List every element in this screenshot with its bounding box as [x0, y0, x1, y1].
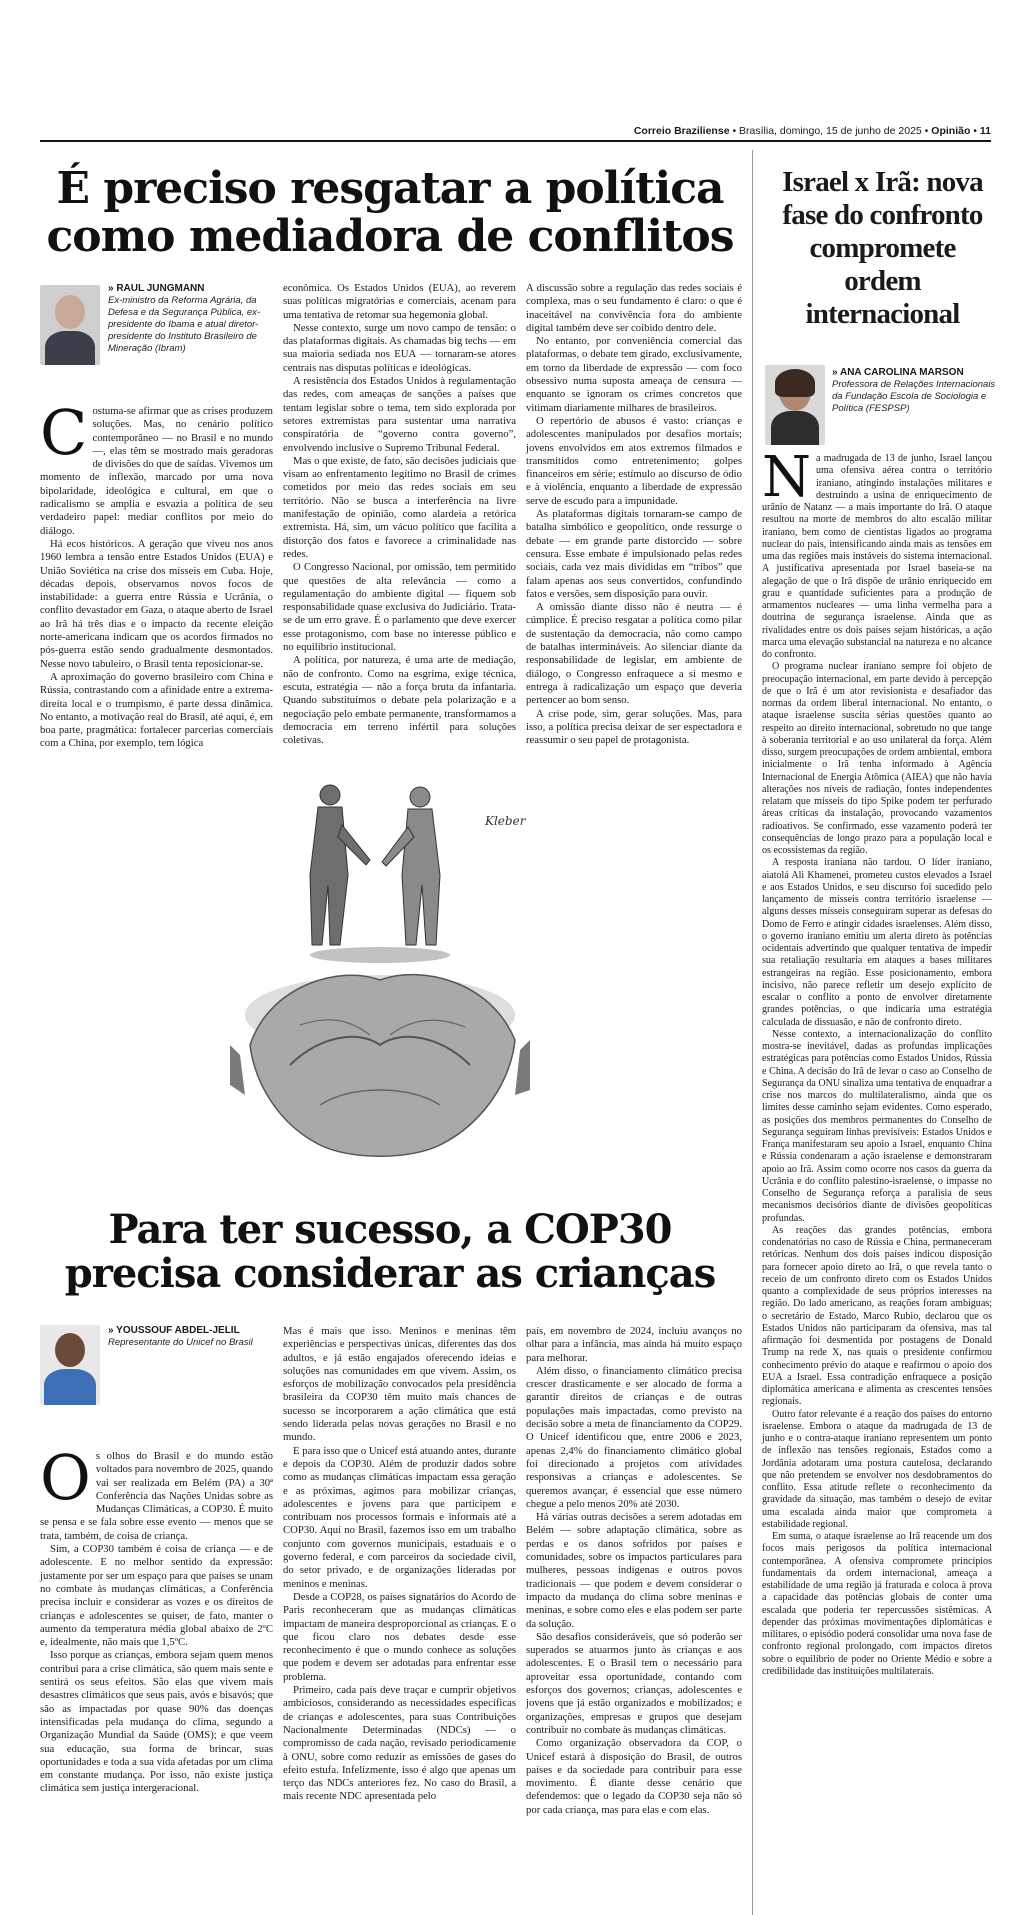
paragraph: país, em novembro de 2024, incluiu avanços no olhar para a infância, mas ainda há muito espaço para melhorar. — [526, 1325, 742, 1364]
article2-headline: Para ter sucesso, a COP30 precisa considerar as crianças — [64, 1206, 716, 1297]
paragraph: As plataformas digitais tornaram-se campo de batalha simbólico e geopolítico, onde ressurge o debate — em grande parte distorcido — sobre censura. Esse embate é impulsionado pelas redes sociais, cada vez mais divididas em “tribos” que falam apenas aos seus convertidos, confundindo fatos e versões, sem disposição para ouvir. — [526, 508, 742, 600]
paragraph: Mas é mais que isso. Meninos e meninas têm experiências e perspectivas únicas, diferentes das dos adultos, e já estão engajados oferecendo ideias e soluções nas comunidades em que vivem. Assim, os esforços de mobilização convocados pela presidência brasileira da COP30 têm muito mais chances de sucesso se incorporarem a ação climática que está sendo liderada pelas novas gerações no Brasil e no mundo. — [283, 1325, 516, 1444]
paragraph: Nesse contexto, surge um novo campo de tensão: o das plataformas digitais. As chamadas big techs — em sua maioria sediada nos EUA — tornaram-se atores centrais nas disputas políticas e ideológicas. — [283, 321, 516, 374]
author-name: » RAUL JUNGMANN — [108, 283, 205, 294]
article2-byline — [108, 1325, 278, 1349]
column-divider — [752, 150, 753, 1915]
article1-column-1 — [40, 396, 273, 751]
paragraph: Sim, a COP30 também é coisa de criança — e de adolescente. E no melhor sentido da expressão: justamente por ser um espaço para que países se unam no combate às mudanças climáticas, a Conferência precisa incluir e considerar as vozes e os direitos de crianças e adolescentes se quiser, de fato, manter o aumento da temperatura média global abaixo de 2ºC e, idealmente, não mais que 1,5ºC. — [40, 1543, 273, 1649]
paragraph: A aproximação do governo brasileiro com China e Rússia, contrastando com a afinidade entre a extrema-direita local e o trumpismo, é parte dessa dinâmica. No entanto, a motivação real do Brasil, até aqui, é, em boa parte, pragmática: fortalecer parcerias comerciais com a China, por exemplo, tem lógica — [40, 670, 273, 750]
paragraph: A resposta iraniana não tardou. O líder iraniano, aiatolá Ali Khamenei, prometeu custos elevados a Israel e aos Estados Unidos, e seu discurso foi sucedido pelo lançamento de mísseis contra território israelense — alguns desses mísseis conseguiram superar as defesas do Domo de Ferro e atingir cidades israelenses. Além disso, o governo iraniano emitiu um alerta direto às potências ocidentais advertindo que qualquer tentativa de impedir sua retaliação resultaria em ataques a bases militares estrangeiras na região. Esse posicionamento, embora incisivo, não parece refletir um desejo explícito de escalar o conflito a ponto de envolver diretamente grandes potências, o que indicaria uma estratégia calculada de dissuasão, e não de confronto direto. — [762, 857, 992, 1028]
header-separator: • — [970, 125, 980, 137]
paragraph: A discussão sobre a regulação das redes sociais é complexa, mas o seu fundamento é claro: o que é inaceitável na convivência fora do ambiente digital também deve ser coibido dentro dele. — [526, 282, 742, 334]
paragraph: O programa nuclear iraniano sempre foi objeto de preocupação internacional, em parte devido à percepção de que o Irã é um ator revisionista e desafiador das normas da ordem liberal internacional. No entanto, o ataque israelense suscita sérias questões quanto ao respeito ao direito internacional, sobretudo no que tange à soberania territorial e ao uso unilateral da força. Além disso, surgem preocupações de ordem ambiental, embora inicialmente o Irã tenha informado à Agência Internacional de Energia Atômica (AIEA) que não havia alterações nos níveis de radiação, fontes independentes relatam que mísseis do tipo Spike podem ter perfurado áreas críticas da instalação, provocando vazamentos radioativos. Se confirmado, esse vazamento poderá ter consequências de longo prazo para a população local e os ecossistemas da região. — [762, 661, 992, 856]
article1-headline: É preciso resgatar a política como mediadora de conflitos — [46, 163, 734, 262]
handshake-illustration — [230, 765, 530, 1195]
header-separator: • — [921, 125, 932, 137]
paragraph: A resistência dos Estados Unidos à regulamentação das redes, com ameaças de sanções a países que tentam legislar sobre o tema, tem sido explorada por setores extremistas para sustentar uma narrativa conspiratória de “governo contra governo”, envolvendo inclusive o Supremo Tribunal Federal. — [283, 375, 516, 454]
paragraph: Como organização observadora da COP, o Unicef estará à disposição do Brasil, de outros países e da sociedade para contribuir para esse movimento. É diante desse cenário que defendemos: que o legado da COP30 seja não só por cada criança, mas para elas e com elas. — [526, 1737, 742, 1816]
paragraph: São desafios consideráveis, que só poderão ser superados se atuarmos junto às crianças e aos adolescentes. E o Brasil tem o necessário para aproveitar essa oportunidade, contando com esforços dos governos; crianças, adolescentes e jovens que já estão organizados e mobilizados; e organizações, empresas e grupos que desejam contribuir no combate às mudanças climáticas. — [526, 1630, 742, 1736]
illustrator-signature: Kleber — [485, 814, 526, 828]
dropcap: N — [762, 445, 811, 510]
author-role: Ex-ministro da Reforma Agrária, da Defesa e da Segurança Pública, ex-presidente do Ibama e atual diretor-presidente do Instituto Brasileiro de Mineração (Ibram) — [108, 295, 261, 354]
article1-column-2 — [283, 282, 516, 747]
author-photo-youssouf — [40, 1325, 100, 1405]
header-rule — [40, 140, 991, 142]
dropcap: O — [40, 1441, 91, 1514]
paragraph: A política, por natureza, é uma arte de mediação, não de confronto. Como na esgrima, exige técnica, escuta, estratégia — não a força bruta da infantaria. Quando substituímos o debate pela polarização e a negociação pelo embate permanente, transformamos a democracia em terreno infértil para soluções coletivas. — [283, 654, 516, 747]
paragraph: Isso porque as crianças, embora sejam quem menos contribui para a crise climática, são quem mais sente e sentirá os seus efeitos. São elas que vivem mais desastres climáticos que seus pais, avós e bisavós; que são as impactadas por quase 90% das doenças intensificadas pela mudança do clima, segundo a Organização Mundial da Saúde (OMS); e que veem sua educação, sua forma de brincar, suas oportunidades e toda a sua vida afetadas por um clima em constante mudança. Por isso, não existe justiça climática sem justiça intergeracional. — [40, 1649, 273, 1795]
paragraph: E para isso que o Unicef está atuando antes, durante e depois da COP30. Além de produzir dados sobre como as mudanças climáticas impactam essa geração e as próximas, agimos para mobilizar crianças, adolescentes e jovens para que participem e contribuam nos processos formais e informais até a COP30. Aqui no Brasil, fazemos isso em um trabalho conjunto com governos municipais, estaduais e o governo federal, e com parceiros da sociedade civil, do setor privado, e de organizações lideradas por meninos e meninas. — [283, 1444, 516, 1590]
author-name: » YOUSSOUF ABDEL-JELIL — [108, 1325, 240, 1336]
author-role: Professora de Relações Internacionais da Fundação Escola de Sociologia e Política (FESPSP) — [832, 379, 996, 414]
author-role: Representante do Unicef no Brasil — [108, 1337, 253, 1348]
article1-column-3 — [526, 282, 742, 747]
paper-name: Correio Braziliense — [633, 125, 730, 137]
page-header — [40, 125, 991, 145]
paragraph: No entanto, por conveniência comercial das plataformas, o debate tem girado, exclusivamente, em torno da liberdade de expressão — com foco obsessivo numa suposta ameaça de censura — enquanto se ignoram os crimes concretos que vitimam diariamente milhares de brasileiros. — [526, 335, 742, 414]
paragraph: O Congresso Nacional, por omissão, tem permitido que questões de alta relevância — como a regulamentação do ambiente digital — fiquem sob responsabilidade quase exclusiva do Judiciário. Trata-se de um erro grave. É o parlamento que deve exercer esse protagonismo, com base no interesse público e no equilíbrio institucional. — [283, 561, 516, 654]
paragraph: Há ecos históricos. A geração que viveu nos anos 1960 lembra a tensão entre Estados Unidos (EUA) e União Soviética na crise dos mísseis em Cuba. Hoje, décadas depois, observamos novos focos de instabilidade: a guerra entre Rússia e Ucrânia, o conflito devastador em Gaza, o ataque aberto de Israel ao Irã há três dias e o impacto da recente eleição norte-americana indicam que os acordos firmados no pós-guerra estão sendo gradualmente desmontados. Nesse novo tabuleiro, o Brasil tenta reposicionar-se. — [40, 537, 273, 670]
author-photo-ana — [765, 365, 825, 445]
paragraph: Em suma, o ataque israelense ao Irã reacende um dos focos mais perigosos da política internacional contemporânea. A ofensiva compromete princípios fundamentais da ordem internacional, ameaça a estabilidade de uma região já fraturada e coloca à prova a capacidade das potências globais de conter uma escalada que poderia ter repercussões sistêmicas. A depender das próximas movimentações diplomáticas e militares, o episódio poderá consolidar uma nova fase de confronto regional prolongado, com impactos diretos sobre o equilíbrio de poder no Oriente Médio e sobre a credibilidade das instituições multilaterais. — [762, 1531, 992, 1677]
paragraph: A crise pode, sim, gerar soluções. Mas, para isso, a política precisa deixar de ser espectadora e reassumir o seu papel de protagonista. — [526, 707, 742, 747]
article3-column — [762, 445, 992, 1678]
paragraph: Mas o que existe, de fato, são decisões judiciais que visam ao enfrentamento legítimo no Brasil de crimes cometidos por meio das redes sociais em seu território. Não se busca a interferência na livre manifestação de opinião, como alardeia a retórica extremista. Há, sim, um vácuo político que facilita a distorção dos fatos e favorece a criminalidade nas redes. — [283, 454, 516, 560]
paragraph: A omissão diante disso não é neutra — é cúmplice. É preciso resgatar a política como pilar de sustentação da democracia, não como campo de batalhas intermináveis. Ao silenciar diante da responsabilidade de legislar, em ambiente de diálogo, o Congresso enfraquece a si mesmo e entrega à radicalização um espaço que deveria pertencer ao bom senso. — [526, 601, 742, 707]
paragraph: a madrugada de 13 de junho, Israel lançou uma ofensiva aérea contra o território iraniano, atingindo instalações militares e destruindo a usina de enriquecimento de urânio de Natanz — a mais importante do Irã. O ataque resultou na morte de membros do alto escalão militar iraniano, bem como de cientistas ligados ao programa nuclear do país, intensificando ainda mais as tensões em uma das regiões mais instáveis do sistema internacional. A justificativa apresentada por Israel baseia-se na alegação de que o Irã dispõe de urânio enriquecido em grau e quantidade suficientes para a produção de armamentos nucleares — uma linha vermelha para a doutrina de segurança israelense. Ainda que as rivalidades entre os dois países sejam históricas, a ação marca uma elevação substancial na natureza e no alcance do confronto. — [762, 453, 992, 660]
article2-column-2 — [283, 1325, 516, 1804]
author-name: » ANA CAROLINA MARSON — [832, 367, 964, 378]
section-name: Opinião — [931, 125, 971, 137]
paragraph: Outro fator relevante é a reação dos países do entorno israelense. Embora o ataque da madrugada de 13 de junho e o contra-ataque iraniano representem um ponto de inflexão nas tensões regionais, Estados como a Jordânia adotaram uma postura cautelosa, declarando que não pretendem se envolver nos desdobramentos do conflito. Essa atitude reflete o reconhecimento da gravidade da situação, mas também o desejo de evitar uma escalada ainda maior que comprometa a estabilidade regional. — [762, 1408, 992, 1530]
page-number: 11 — [979, 125, 991, 137]
paragraph: Nesse contexto, a internacionalização do conflito mostra-se inevitável, dadas as profundas implicações estratégicas para potências como Estados Unidos, Rússia e China. A decisão do Irã de levar o caso ao Conselho de Segurança da ONU sinaliza uma tentativa de enquadrar a crise nos marcos do multilateralismo, ainda que os limites desse caminho sejam evidentes. Como esperado, as posições dos membros permanentes do Conselho de Segurança seguiram linhas previsíveis: Estados Unidos e França manifestaram seu apoio a Israel, enquanto China e Rússia condenaram a ação israelense e demonstraram apoio ao Irã. Assim como ocorre nos casos da guerra da Ucrânia e do conflito palestino-israelense, o impasse no Conselho de Segurança reforça a paralisia de seus mecanismos decisórios diante de divisões geopolíticas profundas. — [762, 1028, 992, 1224]
paragraph: As reações das grandes potências, embora condenatórias no caso de Rússia e China, permaneceram retóricas. Nenhum dos dois países indicou disposição para fornecer apoio direto ao Irã, o que revela tanto o receio de um confronto direto com os Estados Unidos quanto a complexidade de seus próprios interesses na região. Do lado americano, as reações foram ambíguas; o secretário de Estado, Marco Rubio, declarou que os Estados Unidos não participaram da ofensiva, mas tal afirmação foi desmentida por postagens de Donald Trump na rede X, nas quais o presidente confirmou conhecimento prévio do ataque e reafirmou o apoio dos EUA a Israel. Essa contradição enfraquece a posição diplomática americana e alimenta as crescentes tensões regionais. — [762, 1224, 992, 1408]
paragraph: Desde a COP28, os países signatários do Acordo de Paris reconheceram que as mudanças climáticas impactam de maneira desproporcional as crianças. E o que ficou claro nos debates desde esse reconhecimento é que o mundo conhece as soluções que podem e devem ser adotadas para enfrentar esse problema. — [283, 1590, 516, 1683]
article2-column-3 — [526, 1325, 742, 1817]
paragraph: Além disso, o financiamento climático precisa crescer drasticamente e ser alocado de forma a garantir direitos de crianças e de outras populações mais impactadas, como previsto na decisão sobre a meta de financiamento da COP29. O Unicef identificou que, entre 2006 e 2023, apenas 2,4% do financiamento climático global foi direcionado a projetos com atividades responsivas a crianças e adolescentes. Se queremos avançar, é essencial que esse número chegue a pelo menos 20% até 2030. — [526, 1364, 742, 1510]
paragraph: ostuma-se afirmar que as crises produzem soluções. Mas, no cenário político contemporâneo — no Brasil e no mundo —, elas têm se mostrado mais geradoras de divisões do que de saídas. Vivemos um momento de inflexão, marcado por uma nova bipolaridade, ideológica e cultural, em que o radicalismo se amplia e esvazia a política de seu verdadeiro papel: mediar conflitos por meio do diálogo. — [40, 405, 273, 537]
paragraph: O repertório de abusos é vasto: crianças e adolescentes manipulados por desafios mortais; jovens envolvidos em atos extremos filmados e transmitidos como entretenimento; golpes financeiros em série; estímulo ao discurso de ódio e à violência, enquanto a liberdade de expressão serve de escudo para a impunidade. — [526, 414, 742, 507]
article3-headline: Israel x Irã: nova fase do confronto compromete ordem internacional — [782, 166, 983, 330]
figure-right — [382, 787, 440, 945]
author-photo-raul — [40, 285, 100, 365]
paragraph: Primeiro, cada país deve traçar e cumprir objetivos ambiciosos, considerando as necessidades específicas de crianças e adolescentes, para suas Contribuições Nacionalmente Determinadas (NDCs) — o compromisso de cada nação, revisado periodicamente à ONU, sobre como reduzir as emissões de gases do efeito estufa. Infelizmente, isso é algo que apenas um terço das NDCs anteriores fez. No caso do Brasil, a mais recente NDC apresentada pelo — [283, 1684, 516, 1803]
paragraph: s olhos do Brasil e do mundo estão voltados para novembro de 2025, quando vai ser realizada em Belém (PA) a 30ª Conferência das Nações Unidas sobre as Mudanças Climáticas, a COP30. É muito se pensa e se fala sobre esse evento — menos que se trata, também, de coisa de criança. — [40, 1450, 273, 1542]
dropcap: C — [40, 396, 88, 469]
figure-left — [310, 785, 370, 945]
paragraph: Há várias outras decisões a serem adotadas em Belém — sobre adaptação climática, sobre as perdas e os danos sofridos por países e comunidades, sobre os impactos particulares para mulheres, pessoas indígenas e outros povos tradicionais — que podem e devem considerar o impacto da mudança do clima sobre meninas e meninas, e sobre como eles e elas podem ser parte da solução. — [526, 1511, 742, 1630]
article1-byline — [108, 283, 278, 355]
article3-byline — [832, 367, 997, 415]
header-separator: • — [729, 125, 740, 137]
paragraph: econômica. Os Estados Unidos (EUA), ao reverem suas políticas migratórias e comerciais, acenam para uma tentativa de retomar sua hegemonia global. — [283, 282, 516, 321]
article2-column-1 — [40, 1441, 273, 1796]
dateline: Brasília, domingo, 15 de junho de 2025 — [739, 125, 922, 137]
